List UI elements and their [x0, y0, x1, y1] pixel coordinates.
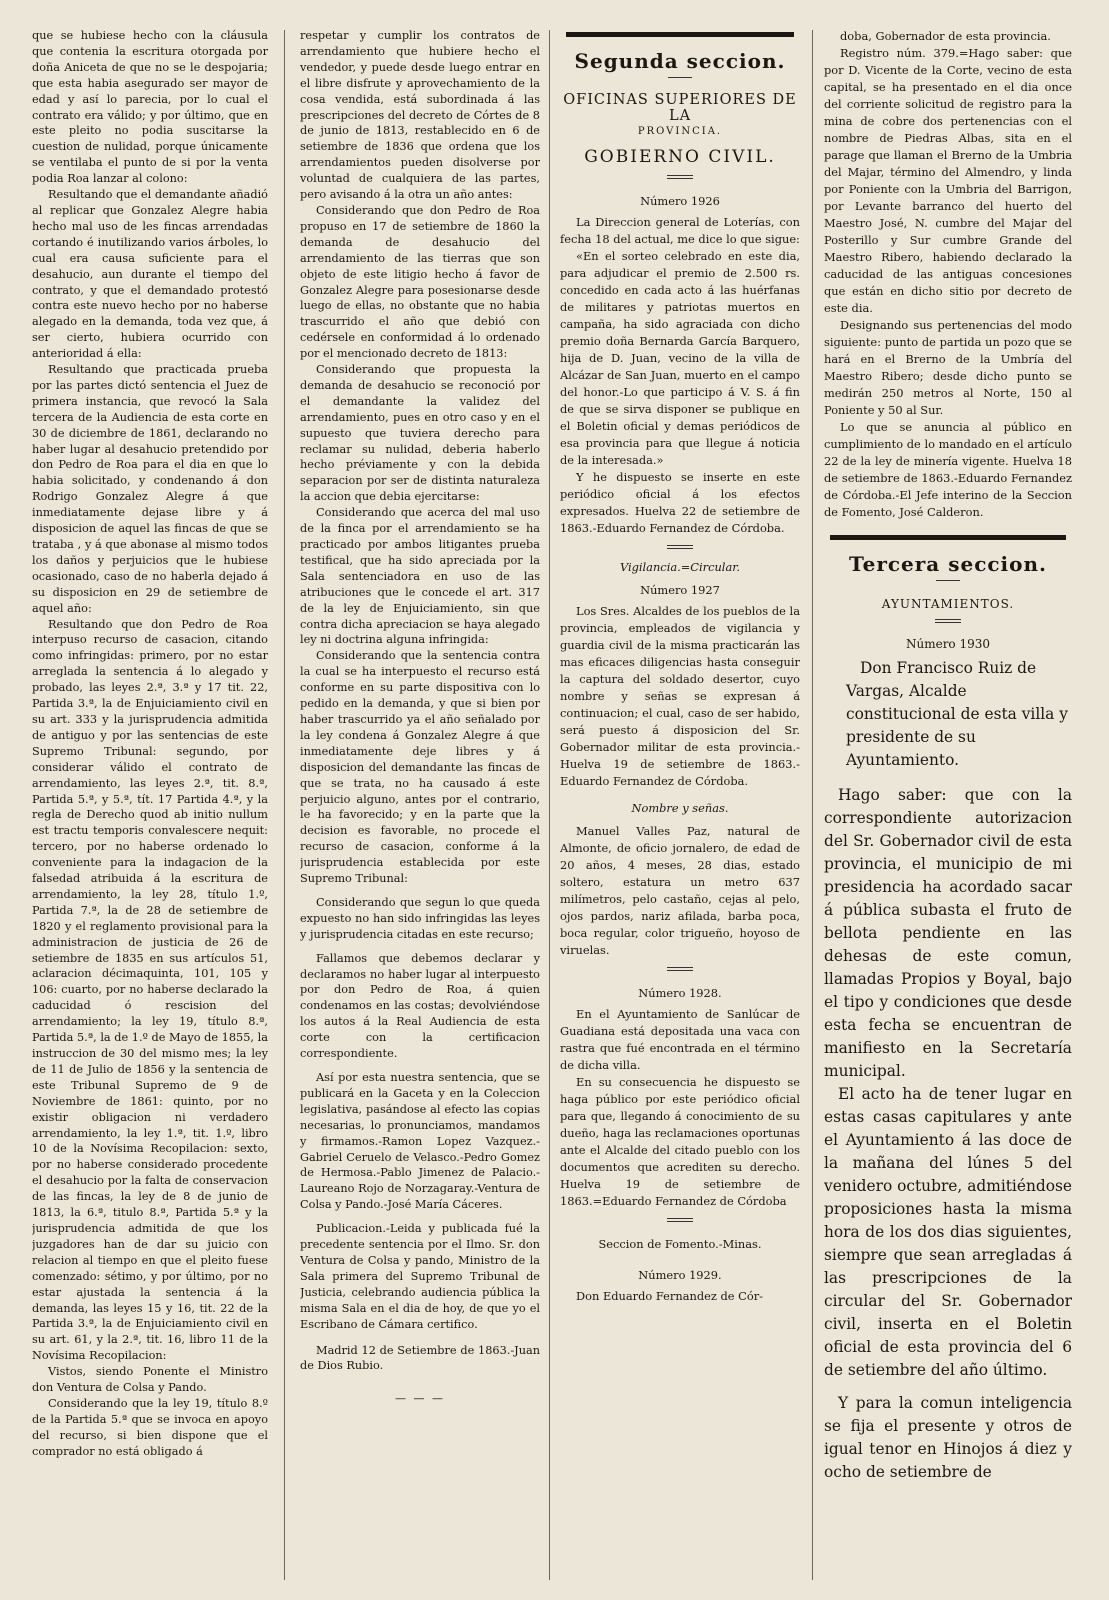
paragraph: Designando sus pertenencias del modo siguiente: punto de partida un pozo que se hará en el Brerno de la Umbría del Maestro Ribero; desde dicho punto se medirán 250 metros al Norte, 150 al Poniente y 50 al Sur.	[824, 318, 1072, 417]
paragraph: En el Ayuntamiento de Sanlúcar de Guadiana está depositada una vaca con rastra que fué encontrada en el término de dicha villa.	[560, 1007, 800, 1072]
notice-number: Número 1929.	[638, 1268, 722, 1282]
ayuntamientos-heading: AYUNTAMIENTOS.	[881, 597, 1015, 611]
paragraph: Y para la comun inteligencia se fija el presente y otros de igual tenor en Hinojos á diez y ocho de setiembre de	[824, 1393, 1072, 1481]
paragraph: Y he dispuesto se inserte en este periódico oficial á los efectos expresados. Huelva 22 de setiembre de 1863.-Eduardo Fernandez de Córdoba.	[560, 470, 800, 535]
office-heading: OFICINAS SUPERIORES DE LA	[563, 92, 797, 124]
paragraph: Considerando que acerca del mal uso de la finca por el arrendamiento se ha practicado por ambos litigantes prueba testifical, que ha sido apreciada por la Sala sentenciadora en uso de las atribuciones que le concede el art. 317 de la ley de Enjuiciamiento, sin que contra dicha apreciacion se haya alegado ley ni doctrina alguna infringida:	[300, 506, 540, 647]
notice-number: Número 1927	[640, 583, 720, 597]
paragraph: Lo que se anuncia al público en cumplimiento de lo mandado en el artículo 22 de la ley de minería vigente. Huelva 18 de setiembre de 1863.-Eduardo Fernandez de Córdoba.-El Jefe interino de la Seccion de Fomento, José Calderon.	[824, 420, 1072, 519]
section-title: Tercera seccion.	[849, 552, 1047, 576]
paragraph: «En el sorteo celebrado en este dia, para adjudicar el premio de 2.500 rs. concedido en cada acto á las huérfanas de militares y patriotas muertos en campaña, ha sido agraciada con dicho premio doña Bernarda García Barquero, hija de D. Juan, vecino de la villa de Alcázar de San Juan, muerto en el campo del honor.-Lo que participo á V. S. á fin de que se sirva disponer se publique en el Boletin oficial y demas periódicos de esa provincia para que llegue á noticia de la interesada.»	[560, 249, 800, 467]
paragraph: Así por esta nuestra sentencia, que se publicará en la Gaceta y en la Coleccion legislativa, pasándose al efecto las copias necesarias, lo pronunciamos, mandamos y firmamos.-Ramon Lopez Vazquez.-Gabriel Ceruelo de Velasco.-Pedro Gomez de Hermosa.-Pablo Jimenez de Palacio.-Laureano Rojo de Norzagaray.-Ventura de Colsa y Pando.-José María Cáceres.	[300, 1071, 540, 1212]
column-2	[300, 28, 540, 1594]
heavy-rule	[830, 535, 1066, 540]
paragraph: La Direccion general de Loterías, con fecha 18 del actual, me dice lo que sigue:	[560, 215, 800, 246]
paragraph: Considerando que la sentencia contra la cual se ha interpuesto el recurso está conforme en su parte dispositiva con lo pedido en la demanda, y que si bien por haber trascurrido ya el año señalado por la ley condena á Gonzalez Alegre á que inmediatamente deje libres y á disposicion del demandante las fincas de que se trata, no ha causado á este perjuicio alguno, antes por el contrario, le ha favorecido; y en la parte que la decision es favorable, no procede el recurso de casacion, conforme á la jurisprudencia establecida por este Supremo Tribunal:	[300, 649, 540, 886]
divider	[935, 619, 961, 623]
notice-subheading: Vigilancia.=Circular.	[619, 560, 741, 574]
paragraph: Considerando que propuesta la demanda de desahucio se reconoció por el demandante la validez del arrendamiento, pues en otro caso y en el supuesto que tuviera derecho para reclamar su nulidad, deberia haberlo hecho préviamente y con la debida separacion por ser de distinta naturaleza la accion que debia ejercitarse:	[300, 363, 540, 504]
paragraph: Considerando que la ley 19, título 8.º de la Partida 5.ª que se invoca en apoyo del recurso, si bien dispone que el comprador no está obligado á	[32, 1396, 268, 1458]
divider	[667, 967, 693, 971]
divider	[936, 580, 960, 581]
paragraph: Resultando que el demandante añadió al replicar que Gonzalez Alegre habia hecho mal uso de les fincas arrendadas cortando é inutilizando varios árboles, lo cual era causa suficiente para el desahucio, aun durante el tiempo del contrato, y que el demandado protestó contra este nuevo hecho por no haberse alegado en la demanda, toda vez que, á ser cierto, hubiera ocurrido con anterioridad á ella:	[32, 188, 268, 361]
column-rule	[284, 30, 285, 1580]
column-1	[32, 28, 268, 1594]
paragraph: Los Sres. Alcaldes de los pueblos de la provincia, empleados de vigilancia y guardia civil de la misma practicarán las mas eficaces diligencias hasta conseguir la captura del soldado desertor, cuyo nombre y señas se expresan á continuacion; el cual, caso de ser habido, será puesto á disposicion del Sr. Gobernador militar de esta provincia.-Huelva 19 de setiembre de 1863.-Eduardo Fernandez de Córdoba.	[560, 604, 800, 788]
paragraph: Fallamos que debemos declarar y declaramos no haber lugar al interpuesto por don Pedro de Roa, á quien condenamos en las costas; devolviéndose los autos á la Real Audiencia de esta corte con la certificacion correspondiente.	[300, 951, 540, 1061]
divider	[667, 175, 693, 179]
end-ornament: — — —	[395, 1392, 445, 1406]
paragraph: Resultando que don Pedro de Roa interpuso recurso de casacion, citando como infringidas: primero, por no estar arreglada la sentencia á lo alegado y probado, las leyes 2.ª, 3.ª y 17 tit. 22, Partida 3.ª, la de Enjuiciamiento civil en su art. 333 y la jurisprudencia admitida de antiguo y por las sentencias de este Supremo Tribunal: segundo, por considerar válido el contrato de arrendamiento, las leyes 2.ª, tit. 8.ª, Partida 5.ª, y 5.ª, tít. 17 Partida 4.ª, y la regla de Derecho quod ab initio nullum est tractu temporis convalescere nequit: tercero, por no haberse ordenado lo conveniente para la indagacion de la falsedad atribuida á la escritura de arrendamiento, la ley 28, título 1.º, Partida 7.ª, la de 28 de setiembre de 1820 y el reglamento provisional para la administracion de justicia de 26 de setiembre de 1835 en sus artículos 51, aclaracion décimaquinta, 101, 105 y 106: cuarto, por no haberse declarado la caducidad ó rescision del arrendamiento; la ley 19, título 8.ª, Partida 5.ª, la de 1.º de Mayo de 1855, la instruccion de 30 del mismo mes; la ley de 11 de Julio de 1856 y la sentencia de este Tribunal Supremo de 9 de Noviembre de 1861: quinto, por no existir obligacion ni verdadero arrendamiento, la ley 1.ª, tit. 1.º, libro 10 de la Novísima Recopilacion: sexto, por no haberse considerado procedente el desahucio por la falta de conservacion de las fincas, la ley de 8 de junio de 1813, la 6.ª, titulo 8.ª, Partida 5.ª y la jurisprudencia admitida de que los juzgadores han de dar su juicio con relacion al tiempo en que el pleito fuese comenzado: sétimo, y por último, por no estar ajustada la sentencia á la demanda, las leyes 15 y 16, tit. 22 de la Partida 3.ª, la de Enjuiciamiento civil en su art. 61, y la 2.ª, tit. 16, libro 11 de la Novísima Recopilacion:	[32, 617, 268, 1363]
notice-subheading: Seccion de Fomento.-Minas.	[598, 1237, 762, 1251]
divider	[667, 1218, 693, 1222]
notice-number: Número 1928.	[638, 986, 722, 1000]
notice-number: Número 1930	[905, 637, 991, 651]
paragraph: Manuel Valles Paz, natural de Almonte, de oficio jornalero, de edad de 20 años, 4 meses, 28 dias, estado soltero, estatura un metro 637 milímetros, pelo castaño, cejas al pelo, ojos pardos, nariz afilada, barba poca, boca regular, color trigueño, hoyoso de viruelas.	[560, 824, 800, 957]
paragraph: En su consecuencia he dispuesto se haga público por este periódico oficial para que, llegando á conocimiento de su dueño, haga las reclamaciones oportunas ante el Alcalde del citado pueblo con los documentos que acrediten su derecho. Huelva 19 de setiembre de 1863.=Eduardo Fernandez de Córdoba	[560, 1075, 800, 1208]
paragraph: que se hubiese hecho con la cláusula que contenia la escritura otorgada por doña Aniceta de que no se le despojaria; que esta habia asegurado ser mayor de edad y así lo parecia, por lo cual el contrato era válido; y por último, que en este pleito no podia suscitarse la cuestion de nulidad, porque únicamente se ventilaba el punto de si por la venta podia Roa lanzar al colono:	[32, 29, 268, 186]
divider	[668, 77, 692, 78]
paragraph: Hago saber: que con la correspondiente autorizacion del Sr. Gobernador civil de esta provincia, el municipio de mi presidencia ha acordado sacar á pública subasta el fruto de bellota pendiente en las dehesas de este comun, llamadas Propios y Boyal, bajo el tipo y condiciones que desde esta fecha se encuentran de manifiesto en la Secretaría municipal.	[824, 785, 1072, 1080]
heavy-rule	[566, 32, 794, 37]
paragraph: Publicacion.-Leida y publicada fué la precedente sentencia por el Ilmo. Sr. don Ventura de Colsa y pando, Ministro de la Sala primera del Supremo Tribunal de Justicia, celebrando audiencia pública la misma Sala en el dia de hoy, de que yo el Escribano de Cámara certifico.	[300, 1222, 540, 1331]
column-3	[560, 28, 800, 1594]
government-heading: GOBIERNO CIVIL.	[584, 147, 776, 167]
province-heading: PROVINCIA.	[637, 126, 723, 137]
paragraph: doba, Gobernador de esta provincia.	[840, 29, 1051, 43]
column-rule	[812, 30, 813, 1580]
section-title: Segunda seccion.	[574, 49, 786, 73]
column-rule	[549, 30, 550, 1580]
paragraph: El acto ha de tener lugar en estas casas capitulares y ante el Ayuntamiento á las doce de la mañana del lúnes 5 del venidero octubre, admitiéndose proposiciones hasta la misma hora de los dos dias siguientes, siempre que sean arregladas á las prescripciones de la circular del Sr. Gobernador civil, inserta en el Boletin oficial de esta provincia del 6 de setiembre del año último.	[824, 1084, 1072, 1379]
paragraph: Don Eduardo Fernandez de Cór-	[576, 1289, 763, 1303]
paragraph: Considerando que don Pedro de Roa propuso en 17 de setiembre de 1860 la demanda de desahucio del arrendamiento de las tierras que son objeto de este litigio hecho á favor de Gonzalez Alegre para posesionarse desde luego de ellas, no obstante que no habia trascurrido el año que debió con cedérsele en conformidad á lo ordenado por el mencionado decreto de 1813:	[300, 203, 540, 361]
paragraph: Madrid 12 de Setiembre de 1863.-Juan de Dios Rubio.	[300, 1343, 540, 1373]
paragraph: Registro núm. 379.=Hago saber: que por D. Vicente de la Corte, vecino de esta capital, se ha presentado en el dia once del corriente solicitud de registro para la mina de cobre dos pertenencias con el nombre de Piedras Albas, sita en el parage que llaman el Brerno de la Umbria del Majar, término del Almendro, y linda por Poniente con la Umbria del Barrigon, por Levante barranco del huerto del Maestro José, N. cumbre del Majar del Posterillo y Sur cumbre Grande del Maestro Ribero, habiendo declarado la caducidad de las antiguas concesiones que están en dicho sitio por decreto de este dia.	[824, 46, 1072, 315]
paragraph: Considerando que segun lo que queda expuesto no han sido infringidas las leyes y jurisprudencia citadas en este recurso;	[300, 895, 540, 941]
column-4	[824, 28, 1072, 1594]
paragraph: respetar y cumplir los contratos de arrendamiento que hubiere hecho el vendedor, y puede desde luego entrar en el libre disfrute y aprovechamiento de la cosa vendida, está subordinada á las prescripciones del decreto de Córtes de 8 de junio de 1813, restablecido en 6 de setiembre de 1836 que ordena que los arrendamientos pueden disolverse por voluntad de cualquiera de las partes, pero avisando á la otra un año antes:	[300, 29, 540, 202]
paragraph: Resultando que practicada prueba por las partes dictó sentencia el Juez de primera instancia, que revocó la Sala tercera de la Audiencia de esta corte en 30 de diciembre de 1861, declarando no haber lugar al desahucio pretendido por don Pedro de Roa para el dia en que lo habia solicitado, y condenando á don Rodrigo Gonzalez Alegre á que inmediatamente dejase libre y á disposicion de aquel las fincas de que se trataba , y á que abonase al mismo todos los daños y perjuicios que le hubiese ocasionado, caso de no haberla dejado á su disposicion en 29 de setiembre de aquel año:	[32, 363, 268, 615]
notice-subheading: Nombre y señas.	[631, 801, 729, 815]
divider	[667, 545, 693, 549]
notice-number: Número 1926	[640, 194, 720, 208]
notice-heading: Don Francisco Ruiz de Vargas, Alcalde constitucional de esta villa y presidente de su Ayuntamiento.	[846, 658, 1068, 769]
paragraph: Vistos, siendo Ponente el Ministro don Ventura de Colsa y Pando.	[32, 1365, 268, 1395]
